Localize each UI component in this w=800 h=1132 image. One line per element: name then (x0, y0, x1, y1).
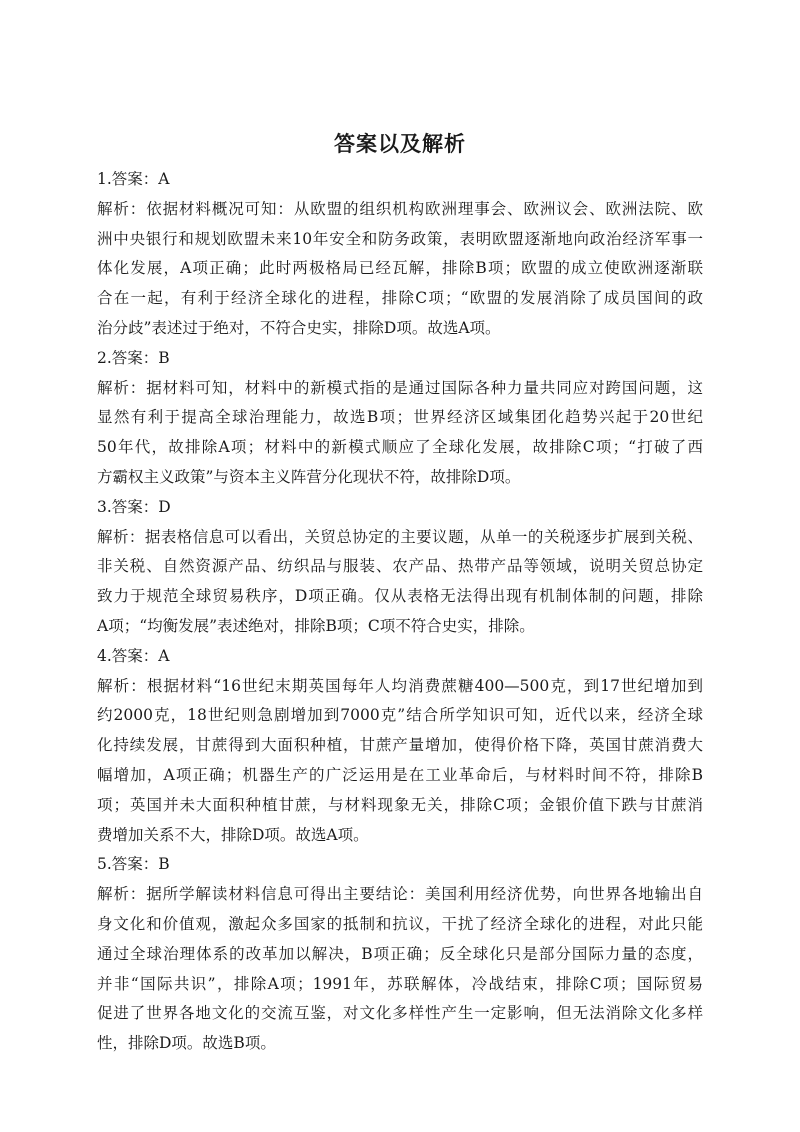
explanation-line: 方霸权主义政策”与资本主义阵营分化现状不符，故排除D项。 (97, 467, 521, 486)
explanation-line: 解析：据表格信息可以看出，关贸总协定的主要议题，从单一的关税逐步扩展到关税、 (97, 527, 703, 546)
explanation-line: 化持续发展，甘蔗得到大面积种植，甘蔗产量增加，使得价格下降，英国甘蔗消费大 (97, 736, 703, 755)
explanation-line: A项；“均衡发展”表述绝对，排除B项；C项不符合史实，排除。 (97, 616, 535, 635)
explanation-line: 显然有利于提高全球治理能力，故选B项；世界经济区域集团化趋势兴起于20世纪 (97, 408, 703, 427)
answer-item-2 (97, 344, 703, 493)
explanation-line: 合在一起，有利于经济全球化的进程，排除C项；“欧盟的发展消除了成员国间的政 (97, 289, 703, 308)
answer-label: 2.答案：B (97, 348, 170, 367)
explanation-line: 治分歧”表述过于绝对，不符合史实，排除D项。故选A项。 (97, 318, 501, 337)
explanation-line: 体化发展，A项正确；此时两极格局已经瓦解，排除B项；欧盟的成立使欧洲逐渐联 (97, 259, 703, 278)
explanation-line: 幅增加，A项正确；机器生产的广泛运用是在工业革命后，与材料时间不符，排除B (97, 765, 703, 784)
explanation-line: 解析：根据材料“16世纪末期英国每年人均消费蔗糖400—500克，到17世纪增加到 (97, 676, 703, 695)
answer-item-1 (97, 165, 703, 344)
explanation-line: 解析：据所学解读材料信息可得出主要结论：美国利用经济优势，向世界各地输出自 (97, 885, 703, 904)
explanation-line: 解析：依据材料概况可知：从欧盟的组织机构欧洲理事会、欧洲议会、欧洲法院、欧 (97, 199, 703, 218)
answer-item-5 (97, 850, 703, 1059)
explanation-line: 解析：据材料可知，材料中的新模式指的是通过国际各种力量共同应对跨国问题，这 (97, 378, 703, 397)
explanation-line: 致力于规范全球贸易秩序，D项正确。仅从表格无法得出现有机制体制的问题，排除 (97, 587, 703, 606)
explanation-line: 约2000克，18世纪则急剧增加到7000克”结合所学知识可知，近代以来，经济全球 (97, 706, 703, 725)
explanation-line: 非关税、自然资源产品、纺织品与服装、农产品、热带产品等领域，说明关贸总协定 (97, 557, 703, 576)
answer-label: 3.答案：D (97, 497, 171, 516)
explanation-line: 并非“国际共识”，排除A项；1991年，苏联解体，冷战结束，排除C项；国际贸易 (97, 974, 703, 993)
explanation-line: 身文化和价值观，激起众多国家的抵制和抗议，干扰了经济全球化的进程，对此只能 (97, 914, 703, 933)
answer-item-4 (97, 642, 703, 851)
answer-label: 1.答案：A (97, 170, 170, 188)
answer-list (97, 165, 703, 1059)
explanation-line: 性，排除D项。故选B项。 (97, 1034, 276, 1053)
page-title: 答案以及解析 (334, 132, 466, 156)
answer-item-3 (97, 493, 703, 642)
explanation-line: 50年代，故排除A项；材料中的新模式顺应了全球化发展，故排除C项；“打破了西 (97, 438, 703, 457)
explanation-line: 洲中央银行和规划欧盟未来10年安全和防务政策，表明欧盟逐渐地向政治经济军事一 (97, 229, 703, 248)
explanation-line: 项；英国并未大面积种植甘蔗，与材料现象无关，排除C项；金银价值下跌与甘蔗消 (97, 795, 703, 814)
explanation-line: 费增加关系不大，排除D项。故选A项。 (97, 825, 369, 844)
explanation-line: 促进了世界各地文化的交流互鉴，对文化多样性产生一定影响，但无法消除文化多样 (97, 1004, 703, 1023)
explanation-line: 通过全球治理体系的改革加以解决，B项正确；反全球化只是部分国际力量的态度， (97, 944, 703, 963)
answer-label: 4.答案：A (97, 646, 170, 665)
answer-label: 5.答案：B (97, 855, 170, 874)
